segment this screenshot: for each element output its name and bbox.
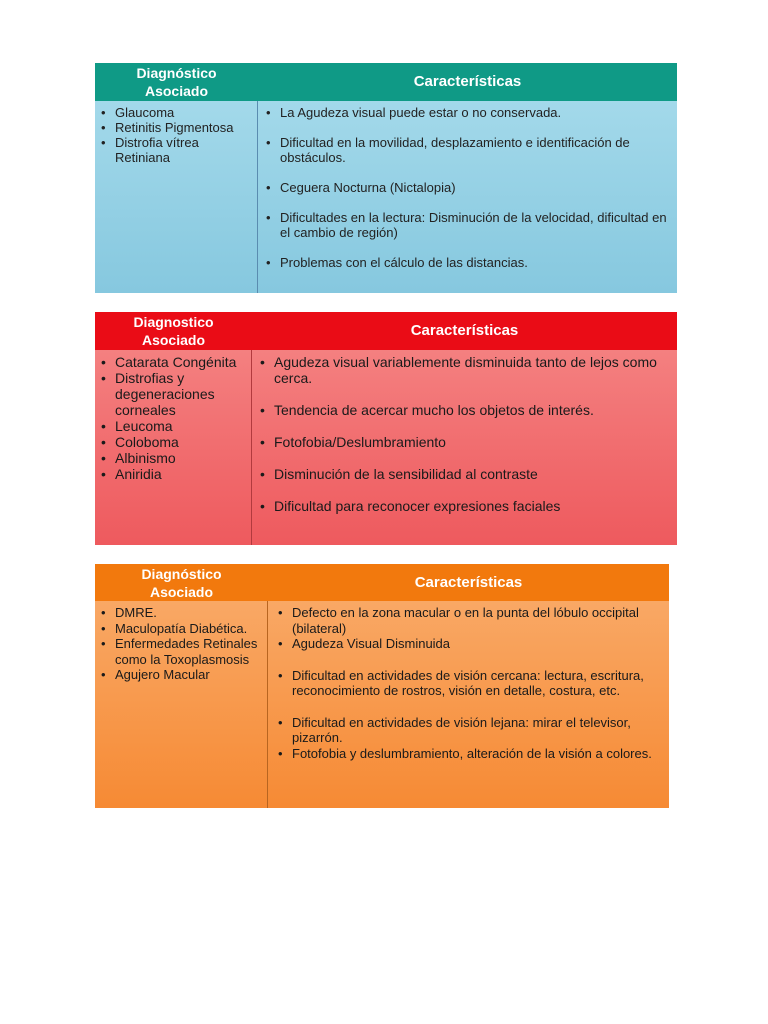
table-macular-group (95, 564, 669, 808)
table-cataract-group (95, 312, 677, 545)
diagnosis-item: • Aniridia (99, 466, 245, 482)
header-diagnosis (95, 564, 268, 601)
diagnosis-item: • Albinismo (99, 450, 245, 466)
header-diagnosis (95, 312, 252, 350)
header-diagnosis-line2: Asociado (149, 583, 213, 600)
diagnosis-item: • Maculopatía Diabética. (99, 621, 261, 637)
characteristic-item: • Fotofobia/Deslumbramiento (258, 434, 667, 450)
diagnosis-item: • Retinitis Pigmentosa (99, 120, 251, 135)
characteristics-column (258, 101, 677, 293)
characteristic-item: • La Agudeza visual puede estar o no conservada. (264, 105, 667, 120)
diagnosis-item: • Distrofias y degeneraciones corneales (99, 370, 245, 418)
characteristic-item: • Dificultad para reconocer expresiones faciales (258, 498, 667, 514)
diagnosis-column (95, 350, 252, 545)
characteristic-item: • Defecto en la zona macular o en la punta del lóbulo occipital (bilateral) (276, 605, 659, 636)
diagnosis-item: • Catarata Congénita (99, 354, 245, 370)
characteristic-item: • Dificultad en actividades de visión lejana: mirar el televisor, pizarrón. (276, 715, 659, 746)
characteristic-item: • Problemas con el cálculo de las distancias. (264, 255, 667, 270)
header-characteristics: Características (414, 573, 523, 591)
diagnosis-item: • Agujero Macular (99, 667, 261, 683)
header-characteristics: Características (413, 73, 522, 90)
diagnosis-column (95, 101, 258, 293)
diagnosis-item: • Leucoma (99, 418, 245, 434)
diagnosis-item: • Enfermedades Retinales como la Toxoplasmosis (99, 636, 261, 667)
characteristics-column (268, 601, 669, 808)
header-characteristics: Características (410, 322, 519, 339)
header-diagnosis-line1: Diagnóstico (141, 565, 222, 582)
table-header (95, 63, 677, 101)
diagnosis-item: • Coloboma (99, 434, 245, 450)
characteristic-item: • Ceguera Nocturna (Nictalopia) (264, 180, 667, 195)
characteristic-item: • Tendencia de acercar mucho los objetos de interés. (258, 402, 667, 418)
characteristics-column (252, 350, 677, 545)
header-diagnosis-line1: Diagnostico (133, 314, 214, 330)
header-diagnosis-line2: Asociado (141, 332, 205, 348)
characteristic-item: • Dificultades en la lectura: Disminución de la velocidad, dificultad en el cambio de región) (264, 210, 667, 240)
header-diagnosis-line2: Asociado (144, 83, 208, 99)
diagnosis-item: • Glaucoma (99, 105, 251, 120)
table-body (95, 350, 677, 545)
table-body (95, 101, 677, 293)
characteristic-item: • Dificultad en la movilidad, desplazamiento e identificación de obstáculos. (264, 135, 667, 165)
characteristic-item: • Dificultad en actividades de visión cercana: lectura, escritura, reconocimiento de rostros, visión en detalle, costura, etc. (276, 668, 659, 699)
diagnosis-item: • DMRE. (99, 605, 261, 621)
table-header (95, 312, 677, 350)
characteristic-item: • Fotofobia y deslumbramiento, alteración de la visión a colores. (276, 746, 659, 762)
table-header (95, 564, 669, 601)
diagnosis-item: • Distrofia vítrea Retiniana (99, 135, 251, 165)
characteristic-item: • Agudeza visual variablemente disminuida tanto de lejos como cerca. (258, 354, 667, 386)
header-diagnosis-line1: Diagnóstico (136, 65, 217, 81)
diagnosis-column (95, 601, 268, 808)
header-diagnosis (95, 63, 258, 101)
table-body (95, 601, 669, 808)
characteristic-item: • Agudeza Visual Disminuida (276, 636, 659, 652)
table-glaucoma-group (95, 63, 677, 293)
characteristic-item: • Disminución de la sensibilidad al contraste (258, 466, 667, 482)
